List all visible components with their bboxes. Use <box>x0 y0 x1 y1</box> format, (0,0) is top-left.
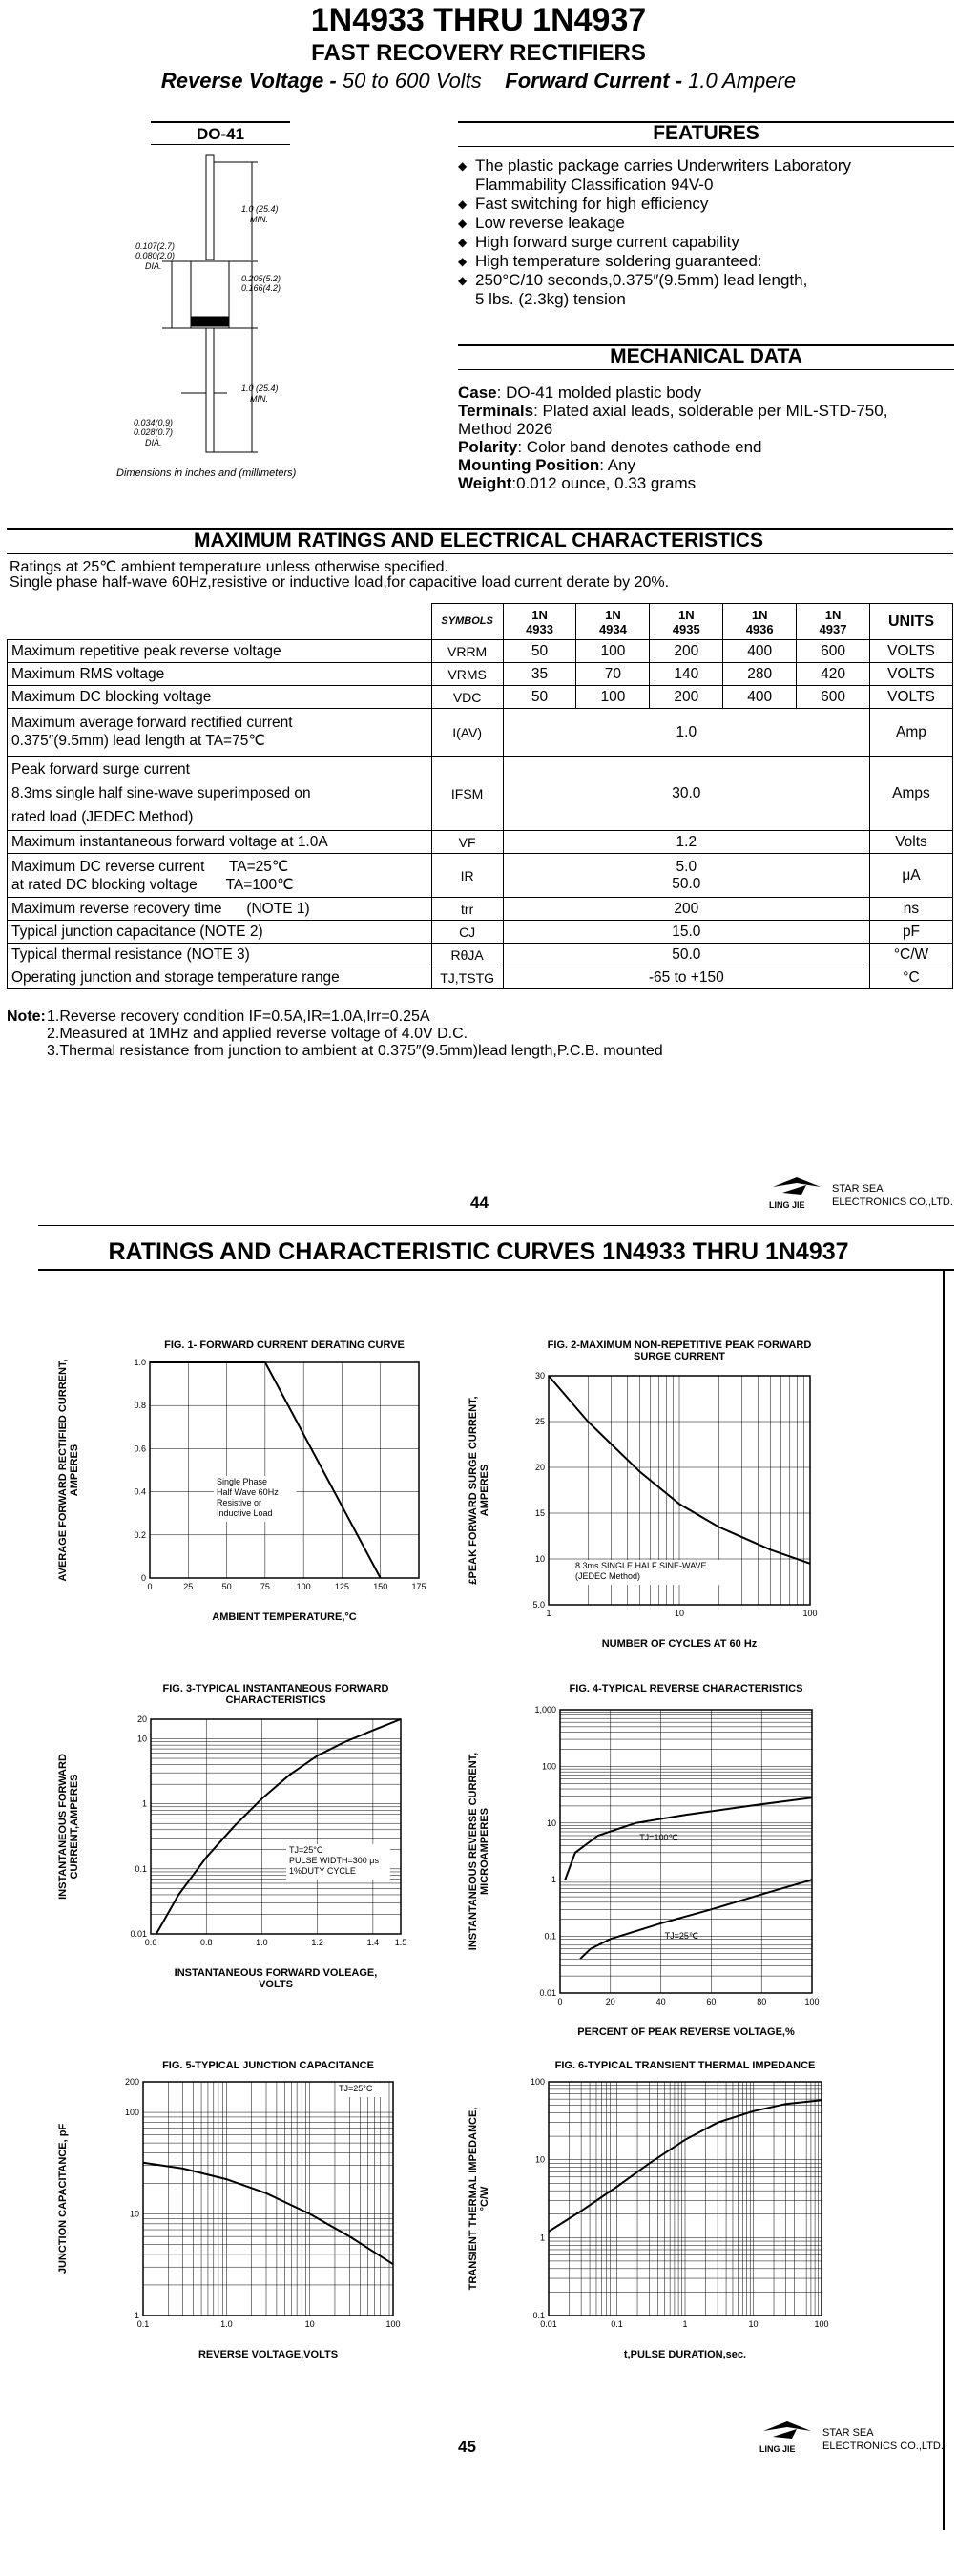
plot-frame <box>150 1362 419 1578</box>
y-tick-label: 0.01 <box>539 1988 556 1998</box>
plot-frame <box>151 1719 401 1934</box>
page-subtitle: FAST RECOVERY RECTIFIERS <box>311 40 646 66</box>
y-tick-label: 1.0 <box>134 1358 146 1367</box>
x-tick-label: 0.1 <box>136 2319 150 2329</box>
arrow-bullet-icon: ◆ <box>458 236 468 249</box>
y-tick-label: 1 <box>539 2233 545 2243</box>
y-tick-label: 1 <box>551 1875 556 1885</box>
header-units: UNITS <box>869 604 952 640</box>
dim-lead-dia-1: 0.107(2.7) <box>135 241 176 251</box>
x-axis-label: INSTANTANEOUS FORWARD VOLEAGE, <box>174 1967 378 1979</box>
feature-item: ◆ 250°C/10 seconds,0.375″(9.5mm) lead length, <box>458 271 808 289</box>
dim-wire-1: 0.034(0.9) <box>134 418 174 427</box>
chart-title: FIG. 4-TYPICAL REVERSE CHARACTERISTICS <box>569 1684 803 1694</box>
x-axis-label: REVERSE VOLTAGE,VOLTS <box>198 2349 339 2360</box>
y-tick-label: 100 <box>541 1761 556 1772</box>
chart-5 <box>52 2061 444 2462</box>
y-tick-label: 15 <box>534 1508 545 1518</box>
series-label: TJ=25℃ <box>664 1930 698 1941</box>
company-logo <box>763 1174 830 1202</box>
table-row: Typical junction capacitance (NOTE 2) CJ 15.0 pF <box>8 921 953 944</box>
y-axis-label: TRANSIENT THERMAL IMPEDANCE, <box>468 2107 479 2291</box>
y-tick-label: 0.1 <box>532 2311 545 2320</box>
x-axis-label: NUMBER OF CYCLES AT 60 Hz <box>601 1638 758 1650</box>
chart-title: FIG. 2-MAXIMUM NON-REPETITIVE PEAK FORWARD <box>547 1340 812 1351</box>
y-tick-label: 0 <box>140 1573 146 1583</box>
arrow-bullet-icon: ◆ <box>458 197 468 211</box>
x-tick-label: 40 <box>655 1997 666 2006</box>
chart-grid-lines <box>549 2082 822 2316</box>
dim-lead-dia-2: 0.080(2.0) <box>135 251 176 260</box>
y-axis-label: CURRENT,AMPERES <box>69 1774 80 1880</box>
table-row: Maximum RMS voltage VRMS 35 70 140 280 420 VOLTS <box>8 663 953 686</box>
arrow-bullet-icon: ◆ <box>458 255 468 268</box>
reverse-voltage-value: 50 to 600 Volts <box>342 69 482 93</box>
y-tick-label: 200 <box>124 2077 139 2087</box>
feature-item: ◆ The plastic package carries Underwriters Laboratory <box>458 156 852 175</box>
chart-title: CHARACTERISTICS <box>225 1694 326 1706</box>
chart-1 <box>52 1340 444 1741</box>
chart-3 <box>52 1684 444 2085</box>
arrow-bullet-icon: ◆ <box>458 159 468 173</box>
x-axis-label: t,PULSE DURATION,sec. <box>623 2349 747 2360</box>
chart-annotation: 1%DUTY CYCLE <box>289 1866 356 1876</box>
forward-current-label: Forward Current - <box>505 69 689 93</box>
features-heading: FEATURES <box>653 122 759 144</box>
header-part: 1N 4937 <box>797 604 870 640</box>
x-tick-label: 150 <box>373 1582 388 1591</box>
y-tick-label: 10 <box>534 1554 545 1564</box>
chart-annotation: 8.3ms SINGLE HALF SINE-WAVE <box>575 1561 707 1570</box>
arrow-bullet-icon: ◆ <box>458 217 468 230</box>
logo-company-1: STAR SEA <box>832 1183 884 1195</box>
ratings-heading: MAXIMUM RATINGS AND ELECTRICAL CHARACTERISTICS <box>194 530 763 551</box>
y-tick-label: 100 <box>530 2077 545 2087</box>
y-tick-label: 10 <box>129 2209 139 2219</box>
x-tick-label: 80 <box>757 1997 767 2006</box>
y-axis-label: MICROAMPERES <box>479 1807 490 1896</box>
x-tick-label: 1.5 <box>394 1938 407 1947</box>
header-part: 1N 4936 <box>723 604 797 640</box>
logo-company-2: ELECTRONICS CO.,LTD. <box>832 1196 953 1208</box>
x-tick-label: 175 <box>411 1582 426 1591</box>
x-tick-label: 1.4 <box>366 1938 380 1947</box>
x-tick-label: 1 <box>546 1609 551 1618</box>
mechanical-heading: MECHANICAL DATA <box>610 345 802 367</box>
chart-annotation: Resistive or <box>217 1498 262 1507</box>
mech-case: Case: DO-41 molded plastic body <box>458 384 702 402</box>
feature-item: ◆ High forward surge current capability <box>458 233 739 251</box>
x-tick-label: 0.6 <box>144 1938 157 1947</box>
x-tick-label: 10 <box>304 2319 315 2329</box>
forward-current-value: 1.0 Ampere <box>688 69 797 93</box>
y-axis-label: AMPERES <box>69 1444 80 1497</box>
note-2: 2.Measured at 1MHz and applied reverse voltage of 4.0V D.C. <box>47 1026 468 1042</box>
x-tick-label: 25 <box>183 1582 194 1591</box>
y-tick-label: 100 <box>124 2108 139 2118</box>
note-3: 3.Thermal resistance from junction to ambient at 0.375″(9.5mm)lead length,P.C.B. mounted <box>47 1043 663 1059</box>
x-tick-label: 100 <box>296 1582 311 1591</box>
logo-company-1: STAR SEA <box>822 2427 874 2439</box>
x-tick-label: 50 <box>221 1582 232 1591</box>
cathode-band <box>191 317 229 326</box>
chart-annotation: Inductive Load <box>217 1508 273 1518</box>
y-tick-label: 1,000 <box>534 1705 556 1714</box>
y-tick-label: 0.01 <box>130 1929 147 1939</box>
dim-body-2: 0.166(4.2) <box>241 283 281 293</box>
ratings-note-2: Single phase half-wave 60Hz,resistive or inductive load,for capacitive load current derate by 20%. <box>10 574 670 591</box>
x-tick-label: 0 <box>557 1997 563 2006</box>
x-axis-label: AMBIENT TEMPERATURE,°C <box>212 1611 357 1623</box>
ratings-table <box>7 603 953 989</box>
plot-frame <box>560 1710 812 1993</box>
logo-company-2: ELECTRONICS CO.,LTD. <box>822 2441 944 2452</box>
feature-item: ◆ Fast switching for high efficiency <box>458 195 709 213</box>
mechanical-data <box>458 384 954 492</box>
y-axis-label: INSTANTANEOUS FORWARD <box>57 1754 69 1900</box>
logo-brand: LING JIE <box>769 1200 805 1210</box>
table-row: Maximum average forward rectified current 0.375″(9.5mm) lead length at TA=75℃ I(AV) 1.0 Amp <box>8 709 953 757</box>
dim-wire-3: DIA. <box>145 438 162 447</box>
chart-6 <box>463 2061 854 2462</box>
feature-item: ◆ Low reverse leakage <box>458 214 625 232</box>
mech-polarity: Polarity: Color band denotes cathode end <box>458 438 762 456</box>
note-label: Note: <box>7 1008 46 1025</box>
x-tick-label: 1.2 <box>311 1938 323 1947</box>
y-tick-label: 1 <box>134 2311 139 2320</box>
chart-title: FIG. 5-TYPICAL JUNCTION CAPACITANCE <box>162 2061 374 2071</box>
y-tick-label: 0.2 <box>134 1529 146 1540</box>
dim-lead-bot: 1.0 (25.4) <box>241 384 279 393</box>
mech-terminals: Terminals: Plated axial leads, solderable per MIL-STD-750, <box>458 402 888 420</box>
y-tick-label: 1 <box>141 1798 147 1809</box>
x-tick-label: 0.01 <box>540 2319 557 2329</box>
y-tick-label: 0.8 <box>134 1401 146 1411</box>
chart-2 <box>463 1340 854 1741</box>
y-axis-label: °C/W <box>479 2186 490 2212</box>
table-row: Maximum reverse recovery time (NOTE 1) trr 200 ns <box>8 898 953 921</box>
ratings-summary <box>0 69 957 93</box>
chart-annotation: Single Phase <box>217 1477 268 1486</box>
y-axis-label: AMPERES <box>479 1464 490 1517</box>
x-tick-label: 1.0 <box>220 2319 233 2329</box>
x-tick-label: 0.1 <box>611 2319 623 2329</box>
arrow-bullet-icon: ◆ <box>458 274 468 287</box>
dim-wire-2: 0.028(0.7) <box>134 427 174 437</box>
package-caption: Dimensions in inches and (millimeters) <box>116 467 297 479</box>
lead-bottom <box>206 328 214 452</box>
y-axis-label: £PEAK FORWARD SURGE CURRENT, <box>468 1396 479 1585</box>
lead-top <box>206 155 214 260</box>
table-row: Maximum DC reverse current TA=25℃ at rated DC blocking voltage TA=100℃ IR 5.0 50.0 μA <box>8 854 953 898</box>
y-tick-label: 0.6 <box>134 1444 146 1454</box>
table-row: Operating junction and storage temperature range TJ,TSTG -65 to +150 °C <box>8 966 953 989</box>
package-name: DO-41 <box>196 125 245 143</box>
feature-item-continued: 5 lbs. (2.3kg) tension <box>475 290 626 308</box>
series-label: TJ=100℃ <box>639 1832 678 1842</box>
dim-body-1: 0.205(5.2) <box>241 274 281 283</box>
table-row: Maximum repetitive peak reverse voltage VRRM 50 100 200 400 600 VOLTS <box>8 640 953 663</box>
feature-item-continued: Flammability Classification 94V-0 <box>475 176 714 194</box>
table-row: Maximum DC blocking voltage VDC 50 100 200 400 600 VOLTS <box>8 686 953 709</box>
page-number: 45 <box>458 2438 476 2456</box>
y-axis-label: JUNCTION CAPACITANCE, pF <box>57 2123 69 2275</box>
chart-grid-lines <box>151 1719 401 1934</box>
header-part: 1N 4934 <box>576 604 650 640</box>
y-tick-label: 10 <box>546 1818 556 1828</box>
chart-title: FIG. 6-TYPICAL TRANSIENT THERMAL IMPEDANCE <box>554 2061 816 2071</box>
y-axis-label: INSTANTANEOUS REVERSE CURRENT, <box>468 1752 479 1951</box>
chart-title: SURGE CURRENT <box>634 1351 725 1362</box>
chart-annotation: PULSE WIDTH=300 μs <box>289 1856 379 1865</box>
series-line <box>565 1797 812 1880</box>
x-tick-label: 125 <box>334 1582 349 1591</box>
y-tick-label: 5.0 <box>532 1600 545 1610</box>
header-part: 1N 4933 <box>503 604 576 640</box>
page-number: 44 <box>470 1194 489 1212</box>
x-tick-label: 60 <box>706 1997 717 2006</box>
header-symbols: SYMBOLS <box>431 604 503 640</box>
y-tick-label: 20 <box>534 1463 545 1472</box>
reverse-voltage-label: Reverse Voltage - <box>160 69 343 93</box>
y-tick-label: 10 <box>136 1734 147 1744</box>
chart-annotation: TJ=25°C <box>339 2084 373 2093</box>
x-tick-label: 100 <box>385 2319 401 2329</box>
table-header-row <box>8 604 953 640</box>
chart-annotation: TJ=25°C <box>289 1845 323 1855</box>
y-tick-label: 0.4 <box>134 1486 146 1497</box>
chart-4 <box>463 1684 854 2085</box>
y-tick-label: 20 <box>136 1714 147 1724</box>
note-1: 1.Reverse recovery condition IF=0.5A,IR=1.0A,Irr=0.25A <box>47 1008 430 1025</box>
dim-lead-bot-min: MIN. <box>250 394 268 404</box>
mech-mounting: Mounting Position: Any <box>458 456 636 474</box>
x-tick-label: 100 <box>814 2319 829 2329</box>
y-tick-label: 30 <box>534 1371 545 1381</box>
feature-item: ◆ High temperature soldering guaranteed: <box>458 252 762 270</box>
header-part: 1N 4935 <box>650 604 723 640</box>
table-row: Maximum instantaneous forward voltage at 1.0A VF 1.2 Volts <box>8 831 953 854</box>
series-line <box>143 2163 393 2265</box>
x-tick-label: 100 <box>802 1609 818 1618</box>
dim-lead-top-min: MIN. <box>250 215 268 224</box>
chart-title: FIG. 1- FORWARD CURRENT DERATING CURVE <box>164 1340 405 1351</box>
x-axis-label: VOLTS <box>259 1979 293 1990</box>
y-tick-label: 10 <box>534 2154 545 2165</box>
ratings-note-1: Ratings at 25℃ ambient temperature unless otherwise specified. <box>10 559 448 575</box>
chart-annotation: Half Wave 60Hz <box>217 1487 279 1497</box>
dim-lead-top: 1.0 (25.4) <box>241 204 279 214</box>
x-tick-label: 10 <box>674 1609 685 1618</box>
x-tick-label: 0 <box>147 1582 153 1591</box>
x-tick-label: 20 <box>605 1997 615 2006</box>
chart-title: FIG. 3-TYPICAL INSTANTANEOUS FORWARD <box>162 1684 389 1694</box>
series-line <box>156 1719 401 1934</box>
features-list <box>458 156 954 309</box>
x-tick-label: 100 <box>804 1997 820 2006</box>
y-tick-label: 0.1 <box>135 1863 147 1874</box>
x-axis-label: PERCENT OF PEAK REVERSE VOLTAGE,% <box>577 2026 795 2038</box>
x-tick-label: 75 <box>260 1582 270 1591</box>
x-tick-label: 1.0 <box>256 1938 268 1947</box>
dim-lead-dia-3: DIA. <box>145 261 162 271</box>
x-tick-label: 10 <box>748 2319 759 2329</box>
page-title: 1N4933 THRU 1N4937 <box>310 2 647 38</box>
y-tick-label: 0.1 <box>544 1931 556 1942</box>
chart-grid-lines <box>143 2082 393 2316</box>
y-axis-label: AVERAGE FORWARD RECTIFIED CURRENT, <box>57 1359 69 1582</box>
chart-grid-lines <box>560 1710 812 1993</box>
chart-annotation: (JEDEC Method) <box>575 1571 641 1581</box>
x-tick-label: 1 <box>682 2319 688 2329</box>
logo-brand: LING JIE <box>759 2444 796 2454</box>
table-row: Typical thermal resistance (NOTE 3) RθJA 50.0 °C/W <box>8 944 953 966</box>
table-row: Peak forward surge current 8.3ms single half sine-wave superimposed on rated load (JEDEC Method) IFSM 30.0 Amps <box>8 757 953 831</box>
curves-title: RATINGS AND CHARACTERISTIC CURVES 1N4933 THRU 1N4937 <box>108 1238 849 1265</box>
x-tick-label: 0.8 <box>199 1938 213 1947</box>
mech-terminals-continued: Method 2026 <box>458 420 553 438</box>
mech-weight: Weight:0.012 ounce, 0.33 grams <box>458 474 697 492</box>
y-tick-label: 25 <box>534 1417 545 1426</box>
chart-grid-lines <box>150 1362 419 1578</box>
